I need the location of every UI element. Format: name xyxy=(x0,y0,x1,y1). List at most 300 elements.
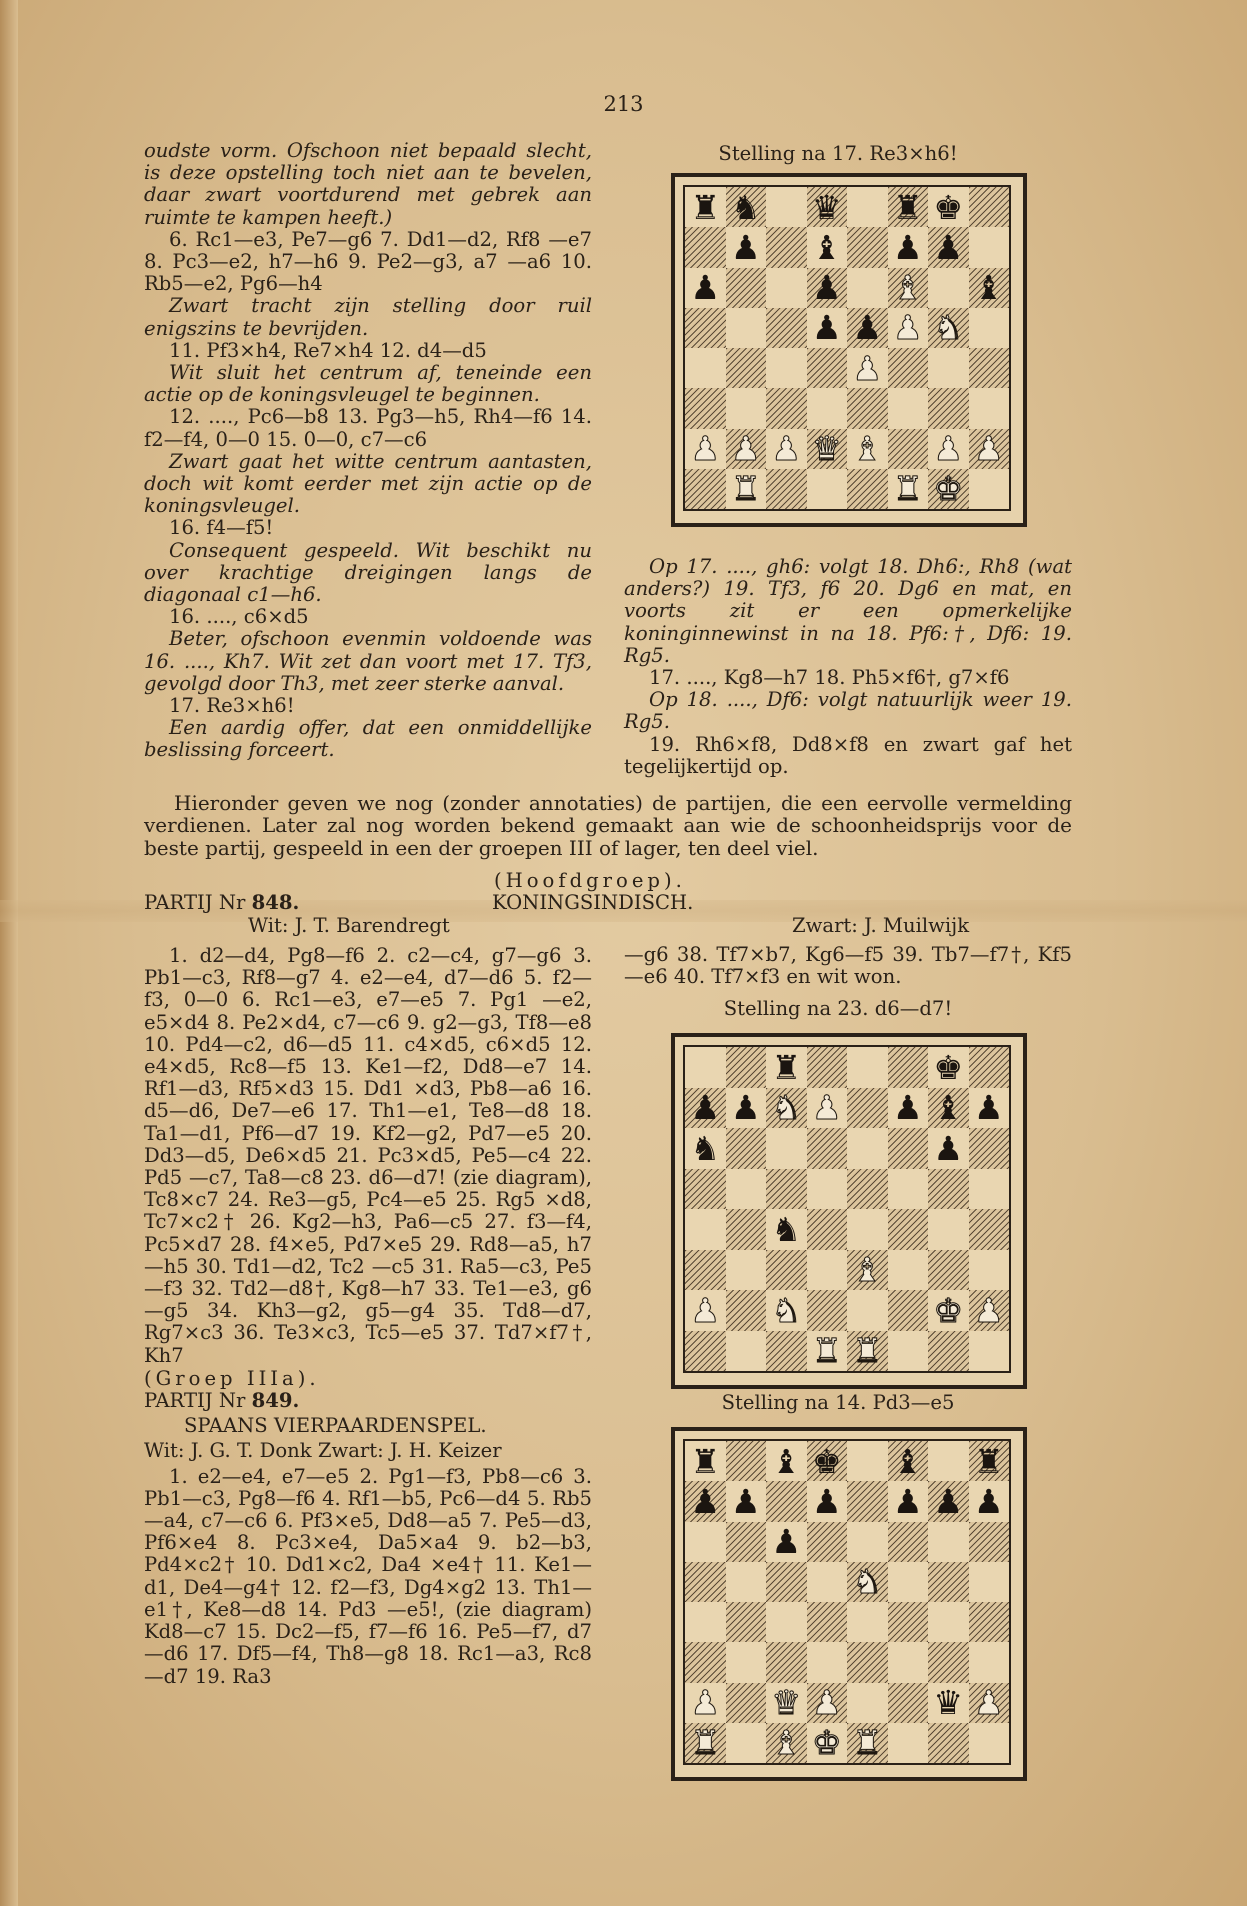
board-square xyxy=(969,469,1010,509)
board-square xyxy=(726,1331,767,1372)
board-square xyxy=(807,1522,848,1562)
partij-number: 848. xyxy=(251,891,300,914)
left-top-paragraph: Consequent gespeeld. Wit beschikt nu over krachtige dreigingen langs de diagonaal c1—h6. xyxy=(144,538,592,607)
board-square xyxy=(685,1169,726,1210)
left-column-annotations xyxy=(144,140,592,762)
board-square xyxy=(807,388,848,428)
black-rook-icon: ♜ xyxy=(892,187,923,227)
board-square xyxy=(807,1481,848,1521)
board-square xyxy=(847,1723,888,1763)
diagram-3-caption: Stelling na 14. Pd3—e5 xyxy=(721,1391,955,1414)
board-square xyxy=(807,1088,848,1129)
board-square xyxy=(726,1290,767,1331)
page-number: 213 xyxy=(603,92,644,116)
white-bishop-icon: ♝ xyxy=(852,1250,883,1290)
board-square xyxy=(726,1642,767,1682)
board-square xyxy=(685,308,726,348)
board-square xyxy=(969,429,1010,469)
board-square xyxy=(969,1562,1010,1602)
white-bishop-icon: ♝ xyxy=(771,1723,802,1763)
board-square xyxy=(726,388,767,428)
board-square xyxy=(928,187,969,227)
moves-848 xyxy=(144,945,592,1688)
white-pawn-icon: ♟ xyxy=(811,1683,842,1723)
board-square xyxy=(766,1522,807,1562)
board-square xyxy=(685,1088,726,1129)
white-knight-icon: ♞ xyxy=(933,308,964,348)
board-square xyxy=(928,1250,969,1291)
left-top-paragraph: 17. Re3×h6! xyxy=(169,694,295,718)
board-square xyxy=(847,268,888,308)
board-square xyxy=(807,348,848,388)
black-pawn-icon: ♟ xyxy=(892,1481,923,1521)
board-square xyxy=(807,1047,848,1088)
board-square xyxy=(888,1331,929,1372)
board-square xyxy=(685,1047,726,1088)
board-square xyxy=(969,388,1010,428)
board-square xyxy=(928,227,969,267)
white-pawn-icon: ♟ xyxy=(771,429,802,469)
board-square xyxy=(847,1683,888,1723)
board-square xyxy=(766,1209,807,1250)
board-square xyxy=(969,1209,1010,1250)
board-square xyxy=(847,308,888,348)
board-square xyxy=(888,1723,929,1763)
black-pawn-icon: ♟ xyxy=(933,1128,964,1168)
white-knight-icon: ♞ xyxy=(771,1088,802,1128)
board-square xyxy=(928,469,969,509)
white-pawn-icon: ♟ xyxy=(852,348,883,388)
board-square xyxy=(847,1169,888,1210)
board-square xyxy=(928,429,969,469)
board-square xyxy=(726,1602,767,1642)
board-square xyxy=(726,1209,767,1250)
board-square xyxy=(928,388,969,428)
board-square xyxy=(726,1128,767,1169)
board-square xyxy=(888,429,929,469)
black-pawn-icon: ♟ xyxy=(811,268,842,308)
board-square xyxy=(888,1290,929,1331)
board-square xyxy=(969,1088,1010,1129)
black-king-icon: ♚ xyxy=(933,1047,964,1087)
board-square xyxy=(888,1250,929,1291)
partij-848-heading xyxy=(144,891,299,914)
white-rook-icon: ♜ xyxy=(811,1331,842,1371)
left-top-paragraph: 16. ...., c6×d5 xyxy=(169,605,309,629)
black-player-848: Zwart: J. Muilwijk xyxy=(792,914,970,937)
board-square xyxy=(685,348,726,388)
left-top-paragraph: 6. Rc1—e3, Pe7—g6 7. Dd1—d2, Rf8 —e7 8. Pc3—e2, h7—h6 9. Pe2—g3, a7 —a6 10. Rb5—e2, Pg6—h4 xyxy=(144,227,592,296)
left-top-paragraph: 16. f4—f5! xyxy=(169,516,274,540)
board-square xyxy=(685,1723,726,1763)
board-square xyxy=(888,1209,929,1250)
board-square xyxy=(766,268,807,308)
board-square xyxy=(928,1169,969,1210)
board-square xyxy=(969,1522,1010,1562)
black-pawn-icon: ♟ xyxy=(852,308,883,348)
board-square xyxy=(685,1522,726,1562)
board-square xyxy=(726,187,767,227)
board-square xyxy=(969,227,1010,267)
board-square xyxy=(847,1250,888,1291)
group-heading-hoofdgroep: (Hoofdgroep). xyxy=(494,869,686,892)
board-square xyxy=(766,1250,807,1291)
board-square xyxy=(766,1642,807,1682)
right-top-paragraph: 17. ...., Kg8—h7 18. Ph5×f6†, g7×f6 xyxy=(649,666,1010,690)
board-square xyxy=(847,1128,888,1169)
board-square xyxy=(807,1562,848,1602)
board-square xyxy=(726,1562,767,1602)
binding-edge xyxy=(0,0,18,1906)
board-square xyxy=(726,1250,767,1291)
diagram-2-caption: Stelling na 23. d6—d7! xyxy=(723,997,953,1020)
board-square xyxy=(888,1683,929,1723)
board-square xyxy=(847,1522,888,1562)
partij-849-heading xyxy=(144,1390,592,1412)
white-pawn-icon: ♟ xyxy=(811,1088,842,1128)
intro-paragraph: Hieronder geven we nog (zonder annotaties) de partijen, die een eervolle vermelding verdienen. Later zal nog worden bekend gemaakt aan wie de schoonheidsprijs voor de beste partij, gespeeld in een der groepen III of lager, ten deel viel. xyxy=(144,791,1072,860)
white-pawn-icon: ♟ xyxy=(690,429,721,469)
board-square xyxy=(807,1602,848,1642)
chess-diagram-3 xyxy=(672,1428,1026,1780)
board-square xyxy=(847,1047,888,1088)
black-queen-icon: ♛ xyxy=(811,187,842,227)
board-square xyxy=(969,308,1010,348)
black-king-icon: ♚ xyxy=(811,1441,842,1481)
board-square xyxy=(847,1562,888,1602)
board-square xyxy=(969,1290,1010,1331)
board-square xyxy=(726,348,767,388)
board-square xyxy=(969,348,1010,388)
board-square xyxy=(928,1723,969,1763)
white-rook-icon: ♜ xyxy=(690,1723,721,1763)
board-square xyxy=(928,348,969,388)
white-rook-icon: ♜ xyxy=(852,1331,883,1371)
white-pawn-icon: ♟ xyxy=(690,1683,721,1723)
white-pawn-icon: ♟ xyxy=(973,429,1004,469)
white-knight-icon: ♞ xyxy=(771,1290,802,1330)
black-bishop-icon: ♝ xyxy=(892,1441,923,1481)
board-square xyxy=(766,1602,807,1642)
board-square xyxy=(969,268,1010,308)
black-pawn-icon: ♟ xyxy=(973,1481,1004,1521)
board-square xyxy=(766,1290,807,1331)
board-square xyxy=(766,308,807,348)
board-square xyxy=(807,1683,848,1723)
board-square xyxy=(969,1642,1010,1682)
board-square xyxy=(807,1290,848,1331)
black-knight-icon: ♞ xyxy=(690,1128,721,1168)
left-top-paragraph: Een aardig offer, dat een onmiddellijke beslissing forceert. xyxy=(144,716,592,762)
board-square xyxy=(969,1250,1010,1291)
board-square xyxy=(847,1209,888,1250)
board-square xyxy=(888,227,929,267)
board-square xyxy=(807,1441,848,1481)
white-queen-icon: ♛ xyxy=(771,1683,802,1723)
board-square xyxy=(807,429,848,469)
board-square xyxy=(807,308,848,348)
group-heading-iiia: (Groep IIIa). xyxy=(144,1366,320,1390)
black-pawn-icon: ♟ xyxy=(892,227,923,267)
white-pawn-icon: ♟ xyxy=(730,429,761,469)
board-square xyxy=(847,1290,888,1331)
board-square xyxy=(847,1331,888,1372)
white-king-icon: ♚ xyxy=(933,469,964,509)
white-player-848: Wit: J. T. Barendregt xyxy=(248,914,450,937)
board-square xyxy=(807,187,848,227)
black-rook-icon: ♜ xyxy=(690,187,721,227)
board-square xyxy=(726,227,767,267)
board-square xyxy=(969,1441,1010,1481)
board-square xyxy=(928,1047,969,1088)
board-square xyxy=(888,348,929,388)
board-square xyxy=(685,388,726,428)
black-knight-icon: ♞ xyxy=(730,187,761,227)
board-square xyxy=(726,268,767,308)
partij-label: PARTIJ Nr xyxy=(144,1389,246,1413)
board-square xyxy=(766,469,807,509)
board-square xyxy=(847,469,888,509)
white-rook-icon: ♜ xyxy=(892,469,923,509)
board-square xyxy=(928,1290,969,1331)
board-square xyxy=(766,227,807,267)
board-square xyxy=(888,1047,929,1088)
board-square xyxy=(928,1522,969,1562)
board-square xyxy=(888,268,929,308)
right-top-paragraph: Op 17. ...., gh6: volgt 18. Dh6:, Rh8 (wat anders?) 19. Tf3, f6 20. Dg6 en mat, en voorts zit er een opmerkelijke koninginnewinst in na 18. Pf6:†, Df6: 19. Rg5. xyxy=(624,555,1072,667)
left-top-paragraph: oudste vorm. Ofschoon niet bepaald slecht, is deze opstelling toch niet aan te bevelen, daar zwart voortdurend met gebrek aan ruimte te kampen heeft.) xyxy=(144,139,592,229)
board-square xyxy=(969,1047,1010,1088)
white-queen-icon: ♛ xyxy=(811,429,842,469)
board-square xyxy=(726,1723,767,1763)
board-square xyxy=(766,1169,807,1210)
board-square xyxy=(969,1723,1010,1763)
board-square xyxy=(726,1047,767,1088)
black-pawn-icon: ♟ xyxy=(933,227,964,267)
board-square xyxy=(888,388,929,428)
board-square xyxy=(969,1128,1010,1169)
board-square xyxy=(726,469,767,509)
left-top-paragraph: Wit sluit het centrum af, teneinde een actie op de koningsvleugel te beginnen. xyxy=(144,361,592,407)
board-square xyxy=(928,1128,969,1169)
board-square xyxy=(726,1683,767,1723)
right-top-paragraph: Op 18. ...., Df6: volgt natuurlijk weer 19. Rg5. xyxy=(624,688,1072,734)
white-knight-icon: ♞ xyxy=(852,1562,883,1602)
board-square xyxy=(685,1602,726,1642)
black-bishop-icon: ♝ xyxy=(973,268,1004,308)
black-pawn-icon: ♟ xyxy=(892,1088,923,1128)
board-square xyxy=(685,1562,726,1602)
white-rook-icon: ♜ xyxy=(852,1723,883,1763)
board-square xyxy=(807,1128,848,1169)
board-square xyxy=(807,1250,848,1291)
white-bishop-icon: ♝ xyxy=(852,429,883,469)
board-square xyxy=(726,429,767,469)
board-square xyxy=(807,1331,848,1372)
white-bishop-icon: ♝ xyxy=(892,268,923,308)
board-square xyxy=(726,1522,767,1562)
board-square xyxy=(888,1128,929,1169)
board-square xyxy=(726,308,767,348)
board-square xyxy=(766,1562,807,1602)
black-pawn-icon: ♟ xyxy=(730,1481,761,1521)
board-square xyxy=(807,268,848,308)
board-square xyxy=(766,1128,807,1169)
board-square xyxy=(726,1088,767,1129)
board-square xyxy=(766,388,807,428)
black-pawn-icon: ♟ xyxy=(811,1481,842,1521)
black-bishop-icon: ♝ xyxy=(771,1441,802,1481)
board-square xyxy=(888,1642,929,1682)
white-pawn-icon: ♟ xyxy=(973,1683,1004,1723)
opening-849: SPAANS VIERPAARDENSPEL. xyxy=(184,1414,487,1438)
white-rook-icon: ♜ xyxy=(730,469,761,509)
board-square xyxy=(766,187,807,227)
board-square xyxy=(928,1683,969,1723)
board-square xyxy=(847,1602,888,1642)
board-square xyxy=(685,1209,726,1250)
black-pawn-icon: ♟ xyxy=(973,1088,1004,1128)
board-square xyxy=(847,388,888,428)
players-849: Wit: J. G. T. Donk Zwart: J. H. Keizer xyxy=(144,1439,502,1463)
board-square xyxy=(685,268,726,308)
left-top-paragraph: Zwart tracht zijn stelling door ruil enigszins te bevrijden. xyxy=(144,294,592,340)
board-square xyxy=(726,1441,767,1481)
moves-848-text: 1. d2—d4, Pg8—f6 2. c2—c4, g7—g6 3. Pb1—c3, Rf8—g7 4. e2—e4, d7—d6 5. f2—f3, 0—0 6. Rc1—e3, e7—e5 7. Pg1 —e2, e5×d4 8. Pe2×d4, c7—c6 9. g2—g3, Tf8—e8 10. Pd4—c2, d6—d5 11. c4×d5, c6×d5 12. e4×d5, Rc8—f5 13. Ke1—f2, Dd8—e7 14. Rf1—d3, Rf5×d3 15. Dd1 ×d3, Pb8—a6 16. d5—d6, De7—e6 17. Th1—e1, Te8—d8 18. Ta1—d1, Pf6—d7 19. Kf2—g2, Pd7—e5 20. Dd3—d5, De6×d5 21. Pc3×d5, Pe5—c4 22. Pd5 —c7, Ta8—c8 23. d6—d7! (zie diagram), Tc8×c7 24. Re3—g5, Pc4—e5 25. Rg5 ×d8, Tc7×c2† 26. Kg2—h3, Pa6—c5 27. f3—f4, Pc5×d7 28. f4×e5, Pd7×e5 29. Rd8—a5, h7—h5 30. Td1—d2, Tc2 —c5 31. Ra5—c3, Pe5—f3 32. Td2—d8†, Kg8—h7 33. Te1—e3, g6—g5 34. Kh3—g2, g5—g4 35. Td8—d7, Rg7×c3 36. Te3×c3, Tc5—e5 37. Td7×f7†, Kh7 xyxy=(144,944,592,1367)
board-square xyxy=(888,1441,929,1481)
board-square xyxy=(847,348,888,388)
board-square xyxy=(969,1331,1010,1372)
board-square xyxy=(888,1562,929,1602)
chess-diagram-2 xyxy=(672,1034,1026,1388)
board-square xyxy=(807,1209,848,1250)
board-square xyxy=(685,469,726,509)
board-square xyxy=(807,1642,848,1682)
black-bishop-icon: ♝ xyxy=(933,1088,964,1128)
board-square xyxy=(807,227,848,267)
black-pawn-icon: ♟ xyxy=(730,1088,761,1128)
black-knight-icon: ♞ xyxy=(771,1209,802,1249)
black-pawn-icon: ♟ xyxy=(690,268,721,308)
board-square xyxy=(928,268,969,308)
diagram-1-caption: Stelling na 17. Re3×h6! xyxy=(718,142,958,165)
black-bishop-icon: ♝ xyxy=(811,227,842,267)
white-king-icon: ♚ xyxy=(811,1723,842,1763)
board-square xyxy=(928,1441,969,1481)
board-square xyxy=(766,348,807,388)
right-top-paragraph: 19. Rh6×f8, Dd8×f8 en zwart gaf het tegelijkertijd op. xyxy=(624,732,1072,778)
board-square xyxy=(685,227,726,267)
black-pawn-icon: ♟ xyxy=(730,227,761,267)
white-pawn-icon: ♟ xyxy=(892,308,923,348)
black-queen-icon: ♛ xyxy=(933,1683,964,1723)
board-square xyxy=(766,1683,807,1723)
black-rook-icon: ♜ xyxy=(973,1441,1004,1481)
black-king-icon: ♚ xyxy=(933,187,964,227)
board-square xyxy=(726,1169,767,1210)
board-square xyxy=(928,1209,969,1250)
board-square xyxy=(726,1481,767,1521)
black-pawn-icon: ♟ xyxy=(811,308,842,348)
board-square xyxy=(969,1169,1010,1210)
board-square xyxy=(685,429,726,469)
white-pawn-icon: ♟ xyxy=(690,1290,721,1330)
board-square xyxy=(928,1562,969,1602)
board-square xyxy=(928,1481,969,1521)
board-square xyxy=(685,1290,726,1331)
board-square xyxy=(807,1723,848,1763)
moves-848-continued: —g6 38. Tf7×b7, Kg6—f5 39. Tb7—f7†, Kf5—e6 40. Tf7×f3 en wit won. xyxy=(624,943,1072,989)
board-square xyxy=(888,1522,929,1562)
board-square xyxy=(766,429,807,469)
board-square xyxy=(685,1481,726,1521)
partij-label: PARTIJ Nr xyxy=(144,891,246,914)
board-square xyxy=(685,1128,726,1169)
board-square xyxy=(847,187,888,227)
chess-diagram-1 xyxy=(672,174,1026,526)
board-square xyxy=(888,1602,929,1642)
board-square xyxy=(888,187,929,227)
white-king-icon: ♚ xyxy=(933,1290,964,1330)
board-square xyxy=(969,1683,1010,1723)
black-rook-icon: ♜ xyxy=(690,1441,721,1481)
board-square xyxy=(928,1602,969,1642)
board-square xyxy=(969,1602,1010,1642)
board-square xyxy=(928,308,969,348)
moves-849-text: 1. e2—e4, e7—e5 2. Pg1—f3, Pb8—c6 3. Pb1—c3, Pg8—f6 4. Rf1—b5, Pc6—d4 5. Rb5—a4, c7—c6 6. Pf3×e5, Dd8—a5 7. Pe5—d3, Pf6×e4 8. Pc3×e4, Da5×a4 9. b2—b3, Pd4×c2† 10. Dd1×c2, Da4 ×e4† 11. Ke1—d1, De4—g4† 12. f2—f3, Dg4×g2 13. Th1—e1†, Ke8—d8 14. Pd3 —e5!, (zie diagram) Kd8—c7 15. Dc2—f5, f7—f6 16. Pe5—f7, d7—d6 17. Df5—f4, Th8—g8 18. Rc1—a3, Rc8—d7 19. Ra3 xyxy=(144,1464,592,1688)
opening-848: KONINGSINDISCH. xyxy=(492,891,694,914)
board-square xyxy=(928,1642,969,1682)
board-square xyxy=(888,469,929,509)
board-square xyxy=(766,1331,807,1372)
board-square xyxy=(847,1642,888,1682)
board-square xyxy=(685,187,726,227)
black-pawn-icon: ♟ xyxy=(771,1522,802,1562)
black-rook-icon: ♜ xyxy=(771,1047,802,1087)
board-square xyxy=(766,1441,807,1481)
board-square xyxy=(847,1088,888,1129)
white-pawn-icon: ♟ xyxy=(973,1290,1004,1330)
board-square xyxy=(969,187,1010,227)
board-square xyxy=(888,1169,929,1210)
board-square xyxy=(969,1481,1010,1521)
left-top-paragraph: 11. Pf3×h4, Re7×h4 12. d4—d5 xyxy=(169,338,487,362)
white-pawn-icon: ♟ xyxy=(933,429,964,469)
board-square xyxy=(888,1481,929,1521)
black-pawn-icon: ♟ xyxy=(690,1088,721,1128)
board-square xyxy=(928,1331,969,1372)
left-top-paragraph: Beter, ofschoon evenmin voldoende was 16. ...., Kh7. Wit zet dan voort met 17. Tf3, gevolgd door Th3, met zeer sterke aanval. xyxy=(144,627,592,695)
board-square xyxy=(847,227,888,267)
board-square xyxy=(847,1441,888,1481)
board-square xyxy=(766,1481,807,1521)
right-column-annotations xyxy=(624,556,1072,778)
partij-number: 849. xyxy=(251,1389,300,1413)
board-square xyxy=(685,1441,726,1481)
board-square xyxy=(847,429,888,469)
board-square xyxy=(888,308,929,348)
board-square xyxy=(685,1642,726,1682)
left-top-paragraph: Zwart gaat het witte centrum aantasten, doch wit komt eerder met zijn actie op de koningsvleugel. xyxy=(144,449,592,518)
board-square xyxy=(766,1088,807,1129)
board-square xyxy=(888,1088,929,1129)
board-square xyxy=(766,1047,807,1088)
black-pawn-icon: ♟ xyxy=(933,1481,964,1521)
board-square xyxy=(807,1169,848,1210)
board-square xyxy=(685,1331,726,1372)
black-pawn-icon: ♟ xyxy=(690,1481,721,1521)
board-square xyxy=(928,1088,969,1129)
